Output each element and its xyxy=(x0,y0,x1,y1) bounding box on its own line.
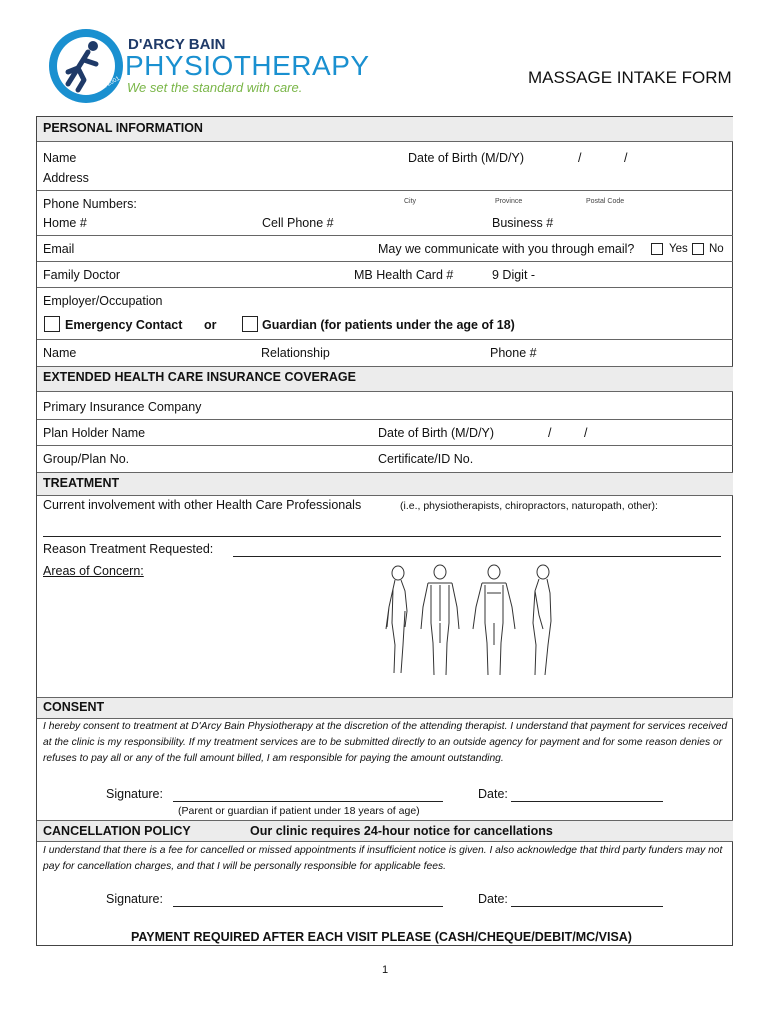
name-field[interactable]: Name xyxy=(43,151,77,165)
cancellation-text: I understand that there is a fee for cancelled or missed appointments if insufficient notice is given. I also acknowledge that third party funders may not pay for cancellation charges, and that I will be personally responsible for applicable fees. xyxy=(43,845,723,872)
brand-tagline: We set the standard with care. xyxy=(127,80,303,95)
body-side-view-right xyxy=(533,565,551,675)
business-phone-field[interactable]: Business # xyxy=(492,216,554,230)
email-no-checkbox[interactable] xyxy=(692,243,704,255)
section-header-consent xyxy=(37,697,733,719)
postal-code-label: Postal Code xyxy=(586,198,625,205)
province-label: Province xyxy=(495,198,523,205)
involvement-label: Current involvement with other Health Care Professionals xyxy=(43,498,362,512)
dob-separator: / xyxy=(548,426,552,440)
consent-text: I hereby consent to treatment at D'Arcy Bain Physiotherapy at the discretion of the attending therapist. I understand that payment for services received at the clinic is my responsibility. If my treatment services are to be submitted directly to an outside agency for payment and for some reason denies or refuses to pay all or any of the full amount billed, I am responsible for paying the amount outstanding. xyxy=(43,721,728,764)
body-diagram[interactable] xyxy=(383,563,563,683)
personal-header: PERSONAL INFORMATION xyxy=(43,121,203,135)
payment-notice: PAYMENT REQUIRED AFTER EACH VISIT PLEASE (CASH/CHEQUE/DEBIT/MC/VISA) xyxy=(131,930,632,944)
guardian-label: Guardian (for patients under the age of 18) xyxy=(262,318,515,332)
cancellation-date-label: Date: xyxy=(478,892,508,906)
consent-header: CONSENT xyxy=(43,700,105,714)
consent-signature-label: Signature: xyxy=(106,787,163,801)
consent-date-label: Date: xyxy=(478,787,508,801)
email-yes-label: Yes xyxy=(669,243,688,255)
dob-separator: / xyxy=(624,151,628,165)
emergency-contact-label: Emergency Contact xyxy=(65,318,183,332)
body-side-view-left xyxy=(386,566,407,673)
dob-separator: / xyxy=(578,151,582,165)
section-header-treatment xyxy=(37,472,733,496)
plan-holder-field[interactable]: Plan Holder Name xyxy=(43,426,146,440)
runner-logo-icon xyxy=(48,28,124,104)
body-back-view xyxy=(421,565,459,675)
consent-date-line[interactable] xyxy=(511,801,663,802)
insurance-header: EXTENDED HEALTH CARE INSURANCE COVERAGE xyxy=(43,370,356,384)
contact-phone-field[interactable]: Phone # xyxy=(490,346,537,360)
involvement-line[interactable] xyxy=(43,536,721,537)
group-plan-field[interactable]: Group/Plan No. xyxy=(43,452,130,466)
emergency-contact-checkbox[interactable] xyxy=(44,316,60,332)
email-field[interactable]: Email xyxy=(43,242,75,256)
family-doctor-field[interactable]: Family Doctor xyxy=(43,268,121,282)
address-field[interactable]: Address xyxy=(43,171,89,185)
cancellation-date-line[interactable] xyxy=(511,906,663,907)
consent-signature-line[interactable] xyxy=(173,801,443,802)
relationship-field[interactable]: Relationship xyxy=(261,346,330,360)
home-phone-field[interactable]: Home # xyxy=(43,216,87,230)
email-yes-checkbox[interactable] xyxy=(651,243,663,255)
employer-field[interactable]: Employer/Occupation xyxy=(43,294,163,308)
insurance-company-field[interactable]: Primary Insurance Company xyxy=(43,400,202,414)
guardian-note: (Parent or guardian if patient under 18 years of age) xyxy=(178,805,420,817)
contact-name-field[interactable]: Name xyxy=(43,346,77,360)
guardian-checkbox[interactable] xyxy=(242,316,258,332)
form-title: MASSAGE INTAKE FORM xyxy=(528,68,732,87)
email-question: May we communicate with you through email? xyxy=(378,242,635,256)
phone-numbers-label: Phone Numbers: xyxy=(43,197,137,211)
page-number: 1 xyxy=(382,964,389,976)
nine-digit-label: 9 Digit - xyxy=(492,268,536,282)
insurance-dob-field[interactable]: Date of Birth (M/D/Y) xyxy=(378,426,494,440)
treatment-header: TREATMENT xyxy=(43,476,120,490)
city-label: City xyxy=(404,198,417,205)
body-front-view xyxy=(473,565,515,675)
clinic-logo xyxy=(48,26,370,106)
involvement-note: (i.e., physiotherapists, chiropractors, naturopath, other): xyxy=(400,500,658,512)
cancellation-header: CANCELLATION POLICY xyxy=(43,824,191,838)
areas-label: Areas of Concern: xyxy=(43,564,144,578)
dob-field[interactable]: Date of Birth (M/D/Y) xyxy=(408,151,524,165)
cancellation-signature-label: Signature: xyxy=(106,892,163,906)
cancellation-notice: Our clinic requires 24-hour notice for cancellations xyxy=(250,824,553,838)
certificate-field[interactable]: Certificate/ID No. xyxy=(378,452,474,466)
cancellation-signature-line[interactable] xyxy=(173,906,443,907)
reason-label: Reason Treatment Requested: xyxy=(43,542,214,556)
cell-phone-field[interactable]: Cell Phone # xyxy=(262,216,334,230)
email-no-label: No xyxy=(709,243,724,255)
dob-separator: / xyxy=(584,426,588,440)
or-label: or xyxy=(204,318,217,332)
reason-line[interactable] xyxy=(233,556,721,557)
health-card-field[interactable]: MB Health Card # xyxy=(354,268,454,282)
est-text: Est. 2001 xyxy=(96,75,121,94)
brand-main: PHYSIOTHERAPY xyxy=(125,50,370,81)
brand-top: D'ARCY BAIN xyxy=(128,36,226,53)
